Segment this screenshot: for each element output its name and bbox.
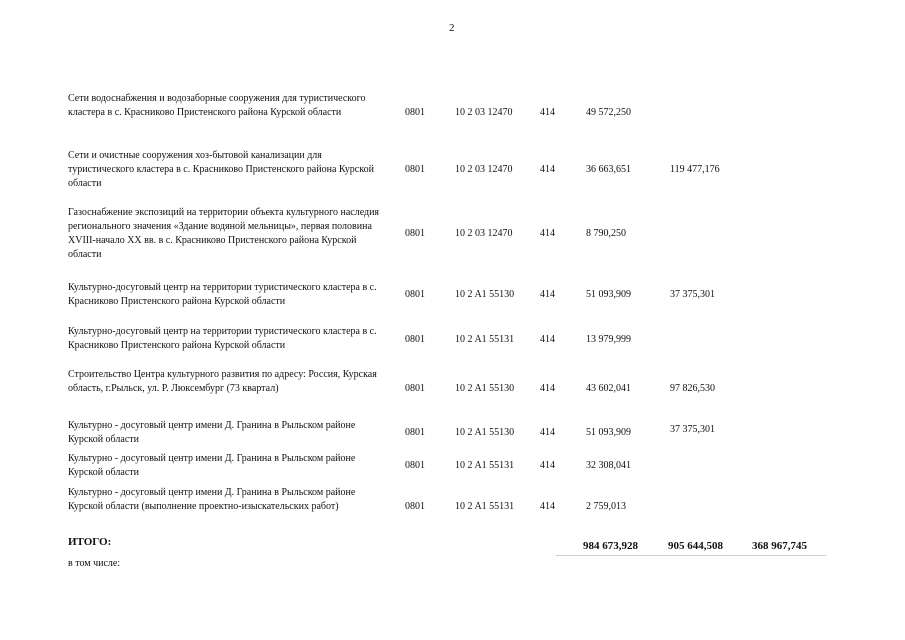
section-code: 0801 <box>405 460 425 471</box>
section-code: 0801 <box>405 164 425 175</box>
object-name: Культурно - досуговый центр имени Д. Гранина в Рыльском районе Курской области <box>68 453 356 478</box>
section-code: 0801 <box>405 289 425 300</box>
expense-type: 414 <box>540 164 555 175</box>
section-code: 0801 <box>405 427 425 438</box>
total-label: ИТОГО: <box>68 536 112 548</box>
amount-col-1: 43 602,041 <box>586 383 631 394</box>
note-including: в том числе: <box>68 558 121 569</box>
amount-col-1: 13 979,999 <box>586 334 631 345</box>
amount-col-1: 49 572,250 <box>586 107 631 118</box>
total-amount-col-2: 905 644,508 <box>668 540 723 552</box>
total-amount-col-1: 984 673,928 <box>583 540 638 552</box>
section-code: 0801 <box>405 107 425 118</box>
amount-col-1: 36 663,651 <box>586 164 631 175</box>
target-article: 10 2 A1 55131 <box>455 501 515 512</box>
expense-type: 414 <box>540 334 555 345</box>
target-article: 10 2 03 12470 <box>455 164 513 175</box>
amount-col-2: 37 375,301 <box>670 424 715 435</box>
target-article: 10 2 03 12470 <box>455 228 513 239</box>
expense-type: 414 <box>540 289 555 300</box>
amount-col-1: 2 759,013 <box>586 501 626 512</box>
object-name: Сети и очистные сооружения хоз-бытовой канализации для туристического кластера в с. Красниково Пристенского района Курской области <box>68 150 374 189</box>
section-code: 0801 <box>405 228 425 239</box>
target-article: 10 2 03 12470 <box>455 107 513 118</box>
amount-col-1: 8 790,250 <box>586 228 626 239</box>
target-article: 10 2 A1 55131 <box>455 460 515 471</box>
expense-type: 414 <box>540 427 555 438</box>
amount-col-2: 119 477,176 <box>670 164 720 175</box>
page-number: 2 <box>449 22 455 34</box>
object-name: Культурно - досуговый центр имени Д. Гранина в Рыльском районе Курской области <box>68 420 356 445</box>
target-article: 10 2 A1 55130 <box>455 289 515 300</box>
expense-type: 414 <box>540 460 555 471</box>
total-divider <box>556 555 826 556</box>
target-article: 10 2 A1 55131 <box>455 334 515 345</box>
object-name: Сети водоснабжения и водозаборные сооружения для туристического кластера в с. Красниково Пристенского района Курской области <box>68 93 366 118</box>
expense-type: 414 <box>540 501 555 512</box>
object-name: Культурно-досуговый центр на территории туристического кластера в с. Красниково Пристенского района Курской области <box>68 282 377 307</box>
object-name: Культурно - досуговый центр имени Д. Гранина в Рыльском районе Курской области (выполнение проектно-изыскательских работ) <box>68 487 356 512</box>
expense-type: 414 <box>540 107 555 118</box>
section-code: 0801 <box>405 501 425 512</box>
section-code: 0801 <box>405 383 425 394</box>
target-article: 10 2 A1 55130 <box>455 383 515 394</box>
object-name: Строительство Центра культурного развития по адресу: Россия, Курская область, г.Рыльск, ул. Р. Люксембург (73 квартал) <box>68 369 377 394</box>
amount-col-2: 37 375,301 <box>670 289 715 300</box>
total-amount-col-3: 368 967,745 <box>752 540 807 552</box>
amount-col-1: 32 308,041 <box>586 460 631 471</box>
object-name: Газоснабжение экспозиций на территории объекта культурного наследия регионального значения «Здание водяной мельницы», первая половина XVIII-начало XX вв. в с. Красниково Пристенского района Курской области <box>68 207 380 260</box>
amount-col-2: 97 826,530 <box>670 383 715 394</box>
object-name: Культурно-досуговый центр на территории туристического кластера в с. Красниково Пристенского района Курской области <box>68 326 377 351</box>
section-code: 0801 <box>405 334 425 345</box>
amount-col-1: 51 093,909 <box>586 427 631 438</box>
expense-type: 414 <box>540 383 555 394</box>
expense-type: 414 <box>540 228 555 239</box>
amount-col-1: 51 093,909 <box>586 289 631 300</box>
target-article: 10 2 A1 55130 <box>455 427 515 438</box>
